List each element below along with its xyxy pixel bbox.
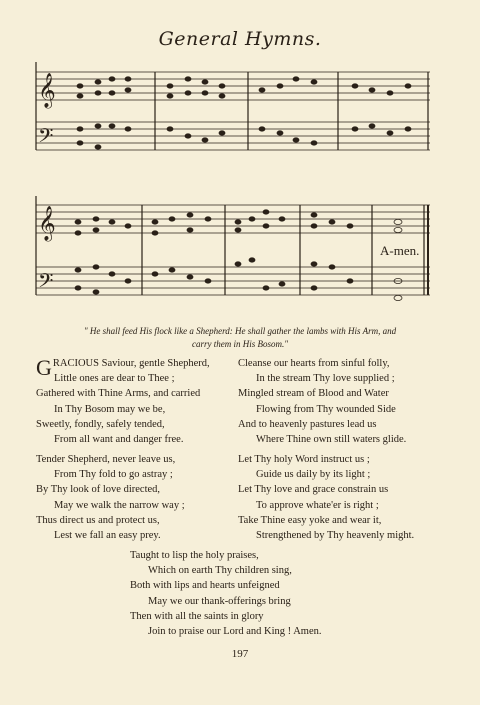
verse-line: Take Thine easy yoke and wear it, bbox=[238, 514, 382, 526]
verse-line: RACIOUS Saviour, gentle Shepherd, bbox=[52, 358, 210, 369]
quote-line: carry them in His Bosom." bbox=[191, 339, 289, 349]
verse-line: Tender Shepherd, never leave us, bbox=[36, 454, 176, 465]
verse-line: Lest we fall an easy prey. bbox=[54, 530, 161, 542]
verse-line: From all want and danger free. bbox=[54, 434, 184, 446]
verse-line: To approve whate'er is right ; bbox=[256, 499, 379, 511]
verse-line: Which on earth Thy children sing, bbox=[148, 565, 292, 577]
notes-system-2 bbox=[75, 210, 402, 301]
drop-cap: G bbox=[36, 355, 52, 380]
verse-line: Sweetly, fondly, safely tended, bbox=[36, 418, 165, 430]
verse-line: And to heavenly pastures lead us bbox=[238, 418, 377, 430]
amen-lyric: A-men. bbox=[380, 243, 420, 258]
page-number: 197 bbox=[231, 648, 249, 660]
verse-line: Taught to lisp the holy praises, bbox=[130, 550, 259, 561]
notes-system-1 bbox=[77, 77, 411, 149]
music-score bbox=[0, 0, 480, 310]
staff-1-treble bbox=[36, 72, 430, 100]
verse-line: May we walk the narrow way ; bbox=[54, 499, 185, 511]
svg-text:𝄢: 𝄢 bbox=[38, 269, 54, 297]
verse-5 bbox=[130, 548, 322, 639]
verse-line: Where Thine own still waters glide. bbox=[256, 434, 407, 446]
verse-line: Thus direct us and protect us, bbox=[36, 514, 160, 526]
verse-line: Then with all the saints in glory bbox=[130, 610, 264, 622]
page-title: General Hymns. bbox=[158, 28, 322, 50]
verse-line: In the stream Thy love supplied ; bbox=[256, 373, 395, 385]
verse-4 bbox=[238, 452, 414, 543]
svg-text:𝄞: 𝄞 bbox=[38, 73, 56, 108]
verse-line: Let Thy love and grace constrain us bbox=[238, 484, 389, 496]
verse-line: May we our thank-offerings bring bbox=[148, 595, 291, 607]
scripture-quote bbox=[38, 325, 442, 351]
verse-3 bbox=[36, 452, 185, 543]
verse-2 bbox=[238, 356, 406, 447]
verse-line: Flowing from Thy wounded Side bbox=[256, 403, 396, 415]
verse-line: Join to praise our Lord and King ! Amen. bbox=[148, 626, 322, 638]
verse-line: Both with lips and hearts unfeigned bbox=[130, 580, 280, 592]
verse-line: In Thy Bosom may we be, bbox=[54, 403, 166, 415]
verse-line: Mingled stream of Blood and Water bbox=[238, 388, 389, 400]
svg-text:𝄞: 𝄞 bbox=[38, 206, 56, 241]
quote-line: " He shall feed His flock like a Shepherd: He shall gather the lambs with His Arm, and bbox=[83, 326, 397, 336]
verse-line: Little ones are dear to Thee ; bbox=[54, 373, 175, 385]
verse-line: Let Thy holy Word instruct us ; bbox=[238, 454, 370, 465]
verse-line: Cleanse our hearts from sinful folly, bbox=[238, 358, 390, 369]
verse-line: Strengthened by Thy heavenly might. bbox=[256, 530, 415, 542]
verse-1 bbox=[36, 356, 210, 447]
verse-line: Gathered with Thine Arms, and carried bbox=[36, 388, 201, 400]
svg-text:𝄢: 𝄢 bbox=[38, 124, 54, 152]
verse-line: Guide us daily by its light ; bbox=[256, 469, 371, 481]
verse-line: By Thy look of love directed, bbox=[36, 484, 161, 496]
verse-line: From Thy fold to go astray ; bbox=[54, 469, 173, 481]
